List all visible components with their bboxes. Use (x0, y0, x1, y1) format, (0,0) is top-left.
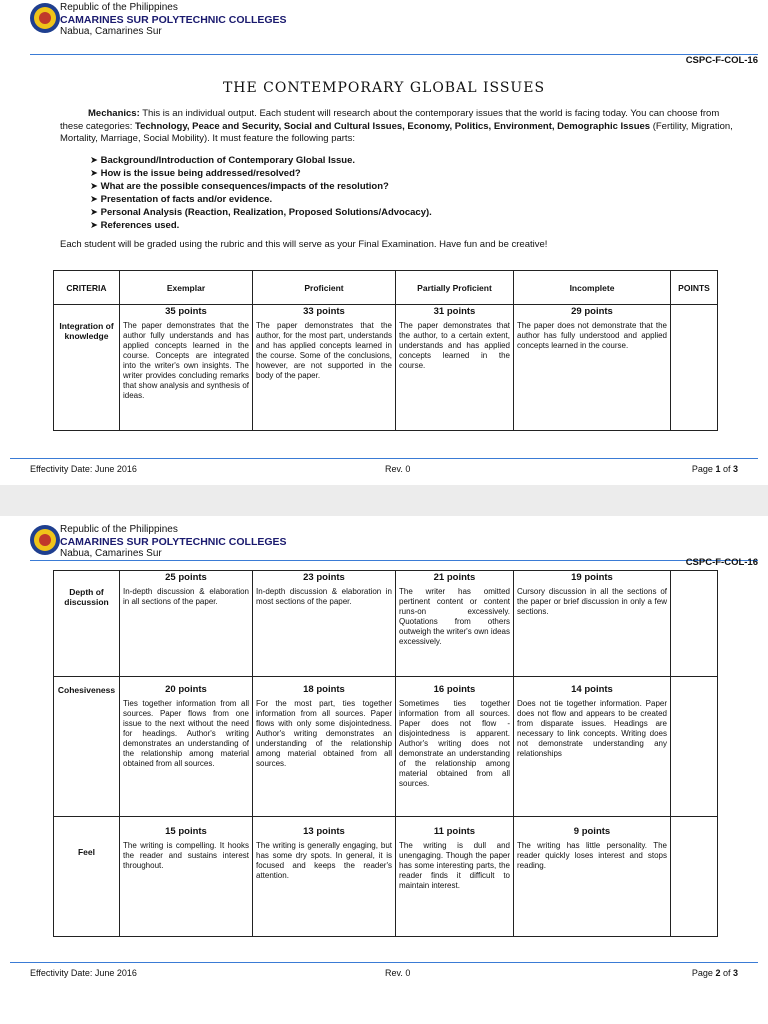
page-prefix: Page (691, 968, 716, 978)
header-divider (30, 54, 758, 55)
rubric-description: The paper does not demonstrate that the author has fully understood and applied concepts learned in the course. (517, 321, 667, 350)
points-label: 13 points (303, 826, 345, 837)
rubric-description: The writing is dull and unengaging. Though the paper has some interesting parts, the reader finds it difficult to maintain interest. (399, 841, 510, 890)
page-total: 3 (732, 464, 738, 474)
page-total: 3 (732, 968, 738, 978)
rubric-description: The writing is generally engaging, but has some dry spots. In general, it is focused and keeps the reader's attention. (256, 841, 392, 880)
page-2 (0, 516, 768, 1024)
rubric-description: The paper demonstrates that the author, to a certain extent, understands and has applied concepts learned in the course. (399, 321, 510, 370)
exemplar-header: Exemplar (120, 271, 253, 305)
rubric-description: Cursory discussion in all the sections of the paper or brief discussion in only a few sections. (517, 587, 667, 616)
rubric-cell (396, 677, 514, 817)
list-item: ➤ References used. (90, 219, 432, 232)
points-label: 11 points (433, 826, 476, 837)
mechanics-paragraph (60, 108, 740, 146)
page-current: 1 (715, 464, 721, 474)
rubric-table-1 (53, 270, 718, 431)
mechanics-label: Mechanics: (88, 108, 140, 119)
college-seal-logo (30, 3, 60, 33)
effectivity-date: Effectivity Date: June 2016 (30, 968, 137, 978)
rubric-description: Ties together information from all sources. Paper flows from one issue to the next without the need for headings. Author's writing demonstrates an understanding of the relationship among material obtained from all sources. (123, 699, 249, 768)
rubric-description: In-depth discussion & elaboration in most sections of the paper. (256, 587, 392, 606)
points-label: 25 points (165, 572, 207, 583)
points-label: 33 points (303, 306, 345, 317)
criterion-cohesiveness: Cohesiveness (54, 677, 120, 817)
points-cell (671, 817, 718, 937)
page-number (692, 464, 738, 474)
revision: Rev. 0 (385, 464, 411, 474)
points-label: 15 points (165, 826, 207, 837)
rubric-cell (253, 677, 396, 817)
rubric-cell (253, 305, 396, 431)
table-header-row (54, 271, 718, 305)
page-footer (10, 962, 758, 978)
rubric-cell (120, 817, 253, 937)
doc-code: CSPC-F-COL-16 (685, 557, 758, 568)
college-seal-logo (30, 525, 60, 555)
rubric-description: Sometimes ties together information from all sources. Paper does not flow - disjointedness is apparent. Author's writing does not demonstrate an understanding of the relationship among material obtained from all sources. (399, 699, 510, 788)
points-cell (671, 305, 718, 431)
table-row (54, 571, 718, 677)
rubric-table-2 (53, 570, 718, 937)
college-location: Nabua, Camarines Sur (60, 548, 162, 559)
points-cell (671, 571, 718, 677)
effectivity-date: Effectivity Date: June 2016 (30, 464, 137, 474)
proficient-header: Proficient (253, 271, 396, 305)
page-prefix: Page (691, 464, 716, 474)
doc-code: CSPC-F-COL-16 (685, 55, 758, 66)
criterion-depth: Depth of discussion (54, 571, 120, 677)
rubric-description: The paper demonstrates that the author fully understands and has applied concepts learned in the course. Concepts are integrated into the writer's own insights. The writer provides concluding remarks that show analysis and synthesis of ideas. (123, 321, 249, 400)
college-location: Nabua, Camarines Sur (60, 26, 162, 37)
page-current: 2 (715, 968, 721, 978)
points-label: 9 points (573, 826, 611, 837)
rubric-description: The paper demonstrates that the author, for the most part, understands and has applied concepts learned in the course. Some of the conclusions, however, are not supported in the body of the paper. (256, 321, 392, 380)
list-item: ➤ Presentation of facts and/or evidence. (90, 193, 432, 206)
list-item: ➤ Background/Introduction of Contemporary Global Issue. (90, 154, 432, 167)
rubric-cell (120, 677, 253, 817)
rubric-cell (396, 571, 514, 677)
required-parts-list (90, 154, 432, 232)
points-label: 21 points (433, 572, 476, 583)
list-item: ➤ Personal Analysis (Reaction, Realization, Proposed Solutions/Advocacy). (90, 206, 432, 219)
rubric-description: The writing has little personality. The reader quickly loses interest and stops reading. (517, 841, 667, 870)
table-row (54, 817, 718, 937)
incomplete-header: Incomplete (514, 271, 671, 305)
criteria-header: CRITERIA (54, 271, 120, 305)
page-of: of (720, 968, 733, 978)
points-label: 35 points (165, 306, 207, 317)
rubric-cell (396, 817, 514, 937)
rubric-cell (120, 571, 253, 677)
criterion-integration: Integration of knowledge (54, 305, 120, 431)
points-label: 23 points (303, 572, 345, 583)
page-of: of (720, 464, 733, 474)
rubric-cell (514, 817, 671, 937)
page-1 (0, 0, 768, 485)
mechanics-categories: Technology, Peace and Security, Social and Cultural Issues, Economy, Politics, Environment, Demographic Issues (135, 120, 651, 132)
points-label: 29 points (571, 306, 613, 317)
criterion-feel: Feel (54, 817, 120, 937)
republic-text: Republic of the Philippines (60, 2, 178, 13)
revision: Rev. 0 (385, 968, 411, 978)
points-label: 14 points (571, 684, 613, 695)
rubric-cell (514, 305, 671, 431)
table-row (54, 305, 718, 431)
college-name: CAMARINES SUR POLYTECHNIC COLLEGES (60, 536, 287, 548)
points-header: POINTS (671, 271, 718, 305)
rubric-cell (253, 571, 396, 677)
grading-note: Each student will be graded using the rubric and this will serve as your Final Examination. Have fun and be creative! (60, 239, 548, 250)
mechanics-text-2: (Fertility, Migration, Mortality, Marriage, Social Mobility). It must feature the following parts: (60, 120, 733, 144)
rubric-cell (120, 305, 253, 431)
rubric-description: Does not tie together information. Paper does not flow and appears to be created from disparate issues. Headings are necessary to link concepts. Writing does not demonstrate understanding any relationships (517, 699, 667, 758)
rubric-description: For the most part, ties together information from all sources. Paper flows with only some disjointedness. Author's writing demonstrates an understanding of the relationship among material obtained from all sources. (256, 699, 392, 768)
rubric-cell (396, 305, 514, 431)
points-label: 18 points (303, 684, 345, 695)
points-label: 20 points (165, 684, 207, 695)
list-item: ➤ How is the issue being addressed/resolved? (90, 167, 432, 180)
list-item: ➤ What are the possible consequences/impacts of the resolution? (90, 180, 432, 193)
rubric-description: The writing is compelling. It hooks the reader and sustains interest throughout. (123, 841, 249, 870)
points-label: 16 points (433, 684, 476, 695)
page-title: THE CONTEMPORARY GLOBAL ISSUES (222, 80, 546, 96)
page-number (692, 968, 738, 978)
mechanics-text: This is an individual output. Each student will research about the contemporary issues that the world is facing today. You can choose from these categories: (60, 108, 720, 132)
partial-header: Partially Proficient (396, 271, 514, 305)
rubric-description: In-depth discussion & elaboration in all sections of the paper. (123, 587, 249, 606)
header-divider (30, 560, 758, 561)
points-label: 31 points (433, 306, 476, 317)
table-row (54, 677, 718, 817)
points-label: 19 points (571, 572, 613, 583)
points-cell (671, 677, 718, 817)
page-footer (10, 458, 758, 474)
rubric-description: The writer has omitted pertinent content or content runs-on excessively. Quotations from others outweigh the writer's own ideas excessively. (399, 587, 510, 646)
rubric-cell (253, 817, 396, 937)
republic-text: Republic of the Philippines (60, 524, 178, 535)
college-name: CAMARINES SUR POLYTECHNIC COLLEGES (60, 14, 287, 26)
rubric-cell (514, 677, 671, 817)
rubric-cell (514, 571, 671, 677)
